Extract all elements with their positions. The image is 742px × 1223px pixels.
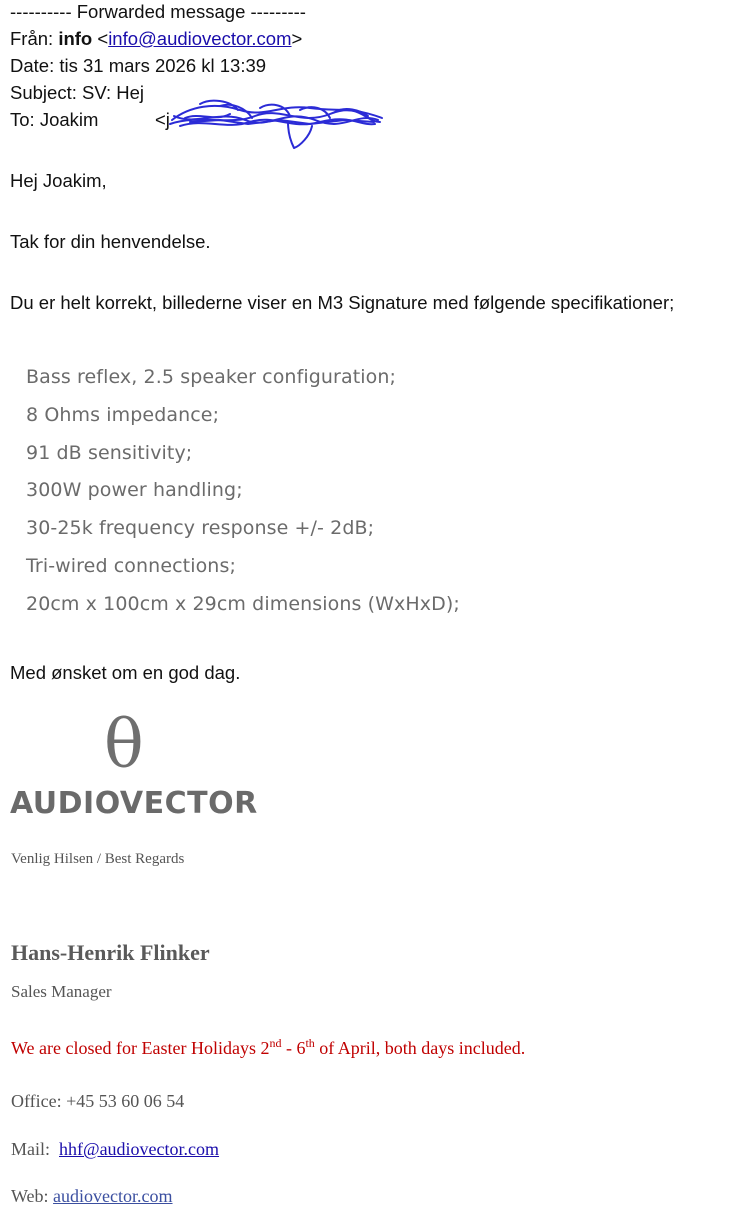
- office-row: [11, 1091, 184, 1112]
- subject-row: [10, 82, 144, 104]
- greeting: Hej Joakim,: [10, 170, 107, 191]
- spec-item: 91 dB sensitivity;: [26, 442, 193, 464]
- subject-value: SV: Hej: [82, 82, 145, 103]
- mail-row: [11, 1139, 219, 1160]
- closing-line: Med ønsket om en god dag.: [10, 662, 241, 683]
- from-email-link[interactable]: info@audiovector.com: [108, 28, 292, 49]
- regards-line: Venlig Hilsen / Best Regards: [11, 851, 185, 867]
- to-name: Joakim: [39, 109, 99, 130]
- holiday-notice-part: We are closed for Easter Holidays 2: [11, 1038, 270, 1058]
- mail-link[interactable]: hhf@audiovector.com: [59, 1139, 220, 1159]
- signature-title: Sales Manager: [11, 982, 112, 1001]
- holiday-notice: [11, 1036, 525, 1059]
- holiday-notice-part: of April, both days included.: [314, 1038, 526, 1058]
- thanks-line: Tak for din henvendelse.: [10, 231, 211, 252]
- holiday-notice-part: - 6: [281, 1038, 306, 1058]
- office-value: +45 53 60 06 54: [66, 1091, 185, 1111]
- spec-item: 20cm x 100cm x 29cm dimensions (WxHxD);: [26, 593, 460, 615]
- holiday-notice-sup: th: [305, 1036, 315, 1050]
- intro-line: Du er helt korrekt, billederne viser en M3 Signature med følgende specifikationer;: [10, 292, 675, 313]
- audiovector-logo-wordmark: AUDIOVECTOR: [10, 786, 258, 821]
- from-name: info: [58, 28, 93, 49]
- from-email-bracket-close: >: [291, 28, 303, 49]
- signature-name: Hans-Henrik Flinker: [11, 940, 210, 965]
- from-email-bracket-open: <: [97, 28, 109, 49]
- to-row: [10, 109, 98, 131]
- to-label: To:: [10, 109, 35, 130]
- web-link[interactable]: audiovector.com: [53, 1186, 173, 1206]
- spec-item: 300W power handling;: [26, 479, 243, 501]
- forward-line: ---------- Forwarded message ---------: [10, 1, 306, 22]
- to-email-prefix: <j: [155, 109, 170, 130]
- from-label: Från:: [10, 28, 54, 49]
- date-value: tis 31 mars 2026 kl 13:39: [59, 55, 267, 76]
- subject-label: Subject:: [10, 82, 77, 103]
- spec-item: Bass reflex, 2.5 speaker configuration;: [26, 366, 396, 388]
- office-label: Office:: [11, 1091, 62, 1111]
- mail-label: Mail:: [11, 1139, 50, 1159]
- web-row: [11, 1186, 173, 1207]
- redaction-scribble-icon: [160, 96, 390, 154]
- spec-item: 8 Ohms impedance;: [26, 404, 220, 426]
- web-label: Web:: [11, 1186, 49, 1206]
- date-label: Date:: [10, 55, 55, 76]
- from-row: [10, 28, 302, 50]
- spec-item: Tri-wired connections;: [26, 555, 236, 577]
- audiovector-logo-symbol: θ: [104, 706, 144, 783]
- holiday-notice-sup: nd: [269, 1036, 282, 1050]
- date-row: [10, 55, 266, 77]
- spec-item: 30-25k frequency response +/- 2dB;: [26, 517, 375, 539]
